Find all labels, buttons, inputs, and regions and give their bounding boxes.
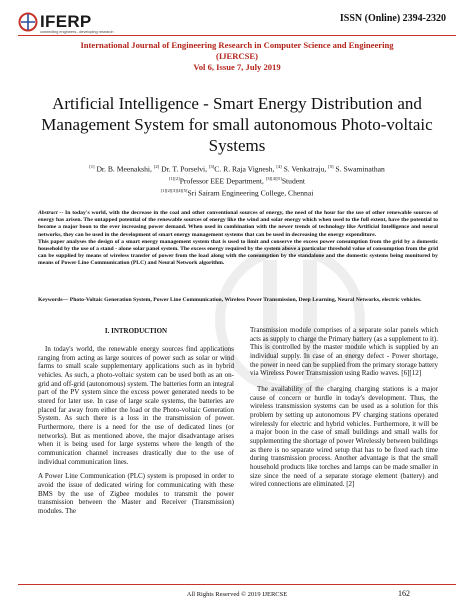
section-heading-introduction: I. INTRODUCTION [104,327,168,335]
abstract [38,210,438,268]
institution-name: Sri Sairam Engineering College, Chennai [187,188,314,198]
author-name: C. R. Raja Vignesh, [214,164,277,174]
abstract-paragraph-2: This paper analyses the design of a smart energy management system that is used to limit and conserve the excess power consumption from the grid by a domestic household by the use of a stand - alone solar panel system. The excess energy required by the system above a particular threshold value of consumption from the grid can be supplied by means of wireless transfer of power from the load along with the consumption by the standalone and the domestic systems being monitored by means of Power Line Communication (PLC) and Neural Network algorithm. [38,238,438,267]
paper-title: Artificial Intelligence - Smart Energy Distribution and Management System for small autonomous Photo-voltaic Systems [41,94,433,155]
author-names [40,162,434,174]
copyright: All Rights Reserved © 2019 IJERCSE [186,591,288,598]
footer-rule [18,584,456,585]
iferp-logo [18,12,114,34]
logo-globe-icon [18,12,38,32]
body-paragraph: In today's world, the renewable energy sources find applications ranging from acting as large sources of power such as solar or wind farms to small scale supplementary applications such as in hybrid vehicles. As such, a photo-voltaic system can be used both as an on-grid and off-grid (autonomous) system. The batteries form an integral part of the PV system since the excess power generated needs to be stored for later use. In case of large scale systems, the batteries are placed far away from either the load or the Photo-voltaic Generation System. As such there is a loss in the transmission of power. Furthermore, there is a need for the use of dedicated lines (or networks). But as mentioned above, the major disadvantage arises when it is being used for large systems where the length of the communication channel increases drastically due to the use of individual communication lines. [38,345,234,466]
affiliation-sup: [1][2] [168,176,180,182]
affiliation-sup: [3][4][5] [265,176,282,182]
left-column [38,345,234,515]
author-sup: [2] [153,164,160,169]
affiliation-sup: [1][2][3][4][5] [160,188,188,194]
journal-name: International Journal of Engineering Research in Computer Science and Engineering [80,40,394,50]
journal-abbr: (IJERCSE) [215,51,259,61]
body-paragraph: A Power Line Communication (PLC) system is proposed in order to avoid the issue of dedicated wiring for communicating with these BMS by the use of Zigbee modules to transmit the power transmission between the Master and Receiver (Transmission) modules. The [38,472,234,515]
body-paragraph: The availability of the charging charging stations is a major cause of concern or hurdle in today's development. Thus, the wireless transmission systems can be used as a solution for this problem by setting up autonomous PV charging stations operated wirelessly for electric and hybrid vehicles. Furthermore, it will be a major boon in the case of small buildings and small walls for supplementing the shortage of power Wirelessly between buildings as there is no separate wired setup that has to be fixed each time during transmission process. Another advantage is that the small household products like torches and lamps can be made smaller in size since the need of a separate storage element (battery) and wired connections are eliminated. [2] [250,384,438,489]
body-paragraph: Transmission module comprises of a separate solar panels which acts as supply to charge the Primary battery (as a supplement to it). This is controlled by the master module which is supplied by an individual supply. In case of an energy defect - Power shortage, the power in need can be supplied from the primary storage battery via Wireless Power Transmission using Radio waves. [6][12] [250,326,438,378]
abstract-paragraph-1: -- In today's world, with the decrease in the coal and other conventional sources of energy, the need of the hour for the use of other renewable sources of energy has arisen. The untapped potential of the renewable sources of energy like the wind and solar energy which when used to the full extent, have the potential to become a major boon to the ever increasing power demand. When used in combination with the newer trends of technology like Artificial Intelligence and neural networks, they can be used in the development of smart energy management systems that can be used in decreasing the energy expenditure. [38,210,438,238]
author-name: Dr. T. Porselvi, [159,164,209,174]
author-name: S. Swaminathan [333,164,385,174]
author-sup: [3] [208,164,215,169]
logo-tagline: connecting engineers...developing research [40,30,114,34]
author-sup: [1] [89,164,95,169]
abstract-label: Abstract [38,210,58,216]
issn: ISSN (Online) 2394-2320 [339,13,446,24]
volume-issue: Vol 6, Issue 7, July 2019 [193,62,281,72]
logo-wordmark: IFERP [40,12,92,31]
right-column [250,326,438,489]
affiliation-role: Student [281,176,306,186]
affiliation-role: Professor EEE Department, [179,176,266,186]
author-sup: [5] [328,164,334,169]
page-number: 162 [398,589,410,598]
author-affiliation-roles [40,174,434,186]
author-institution [40,186,434,198]
keywords: Keywords— Photo-Voltaic Generation System, Power Line Communication, Wireless Power Transmission, Deep Learning, Neural Networks, electric vehicles. [38,297,422,303]
header-rule [18,35,456,36]
author-name: S. Venkatraju, [281,164,329,174]
author-name: Dr. B. Meenakshi, [94,164,154,174]
authors-block [40,162,434,198]
author-sup: [4] [276,164,282,169]
